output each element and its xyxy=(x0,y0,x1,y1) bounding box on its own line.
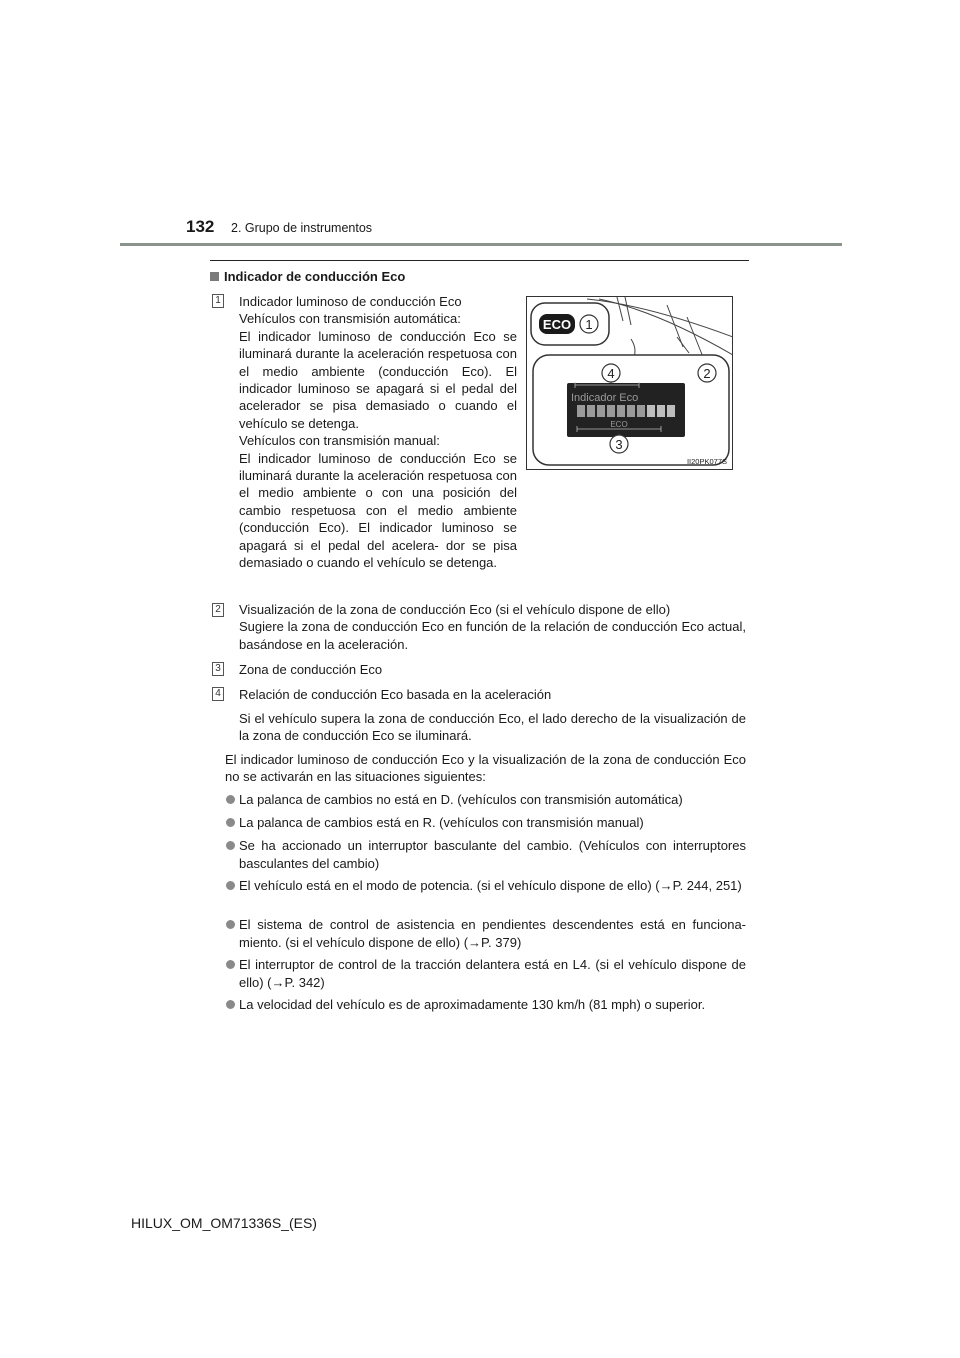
callout-1: 1 xyxy=(585,317,593,332)
display-label: Indicador Eco xyxy=(571,392,639,404)
item-1-line: Indicador luminoso de conducción Eco xyxy=(239,294,462,309)
callout-4: 4 xyxy=(607,366,615,381)
eco-badge-label: ECO xyxy=(542,317,572,332)
page-number: 132 xyxy=(186,217,215,236)
conditions-intro: El indicador luminoso de conducción Eco y la visualización de la zona de conducción Eco no se activarán en las situaciones siguientes: xyxy=(225,752,746,785)
list-item: El sistema de control de asistencia en pendientes descendentes está en funciona- miento. (si el vehículo dispone de ello) (→P. 379) xyxy=(239,916,746,951)
item-number-3: 3 xyxy=(212,662,224,676)
chapter-title: 2. Grupo de instrumentos xyxy=(231,221,373,235)
item-1-line: Vehículos con transmisión automática: xyxy=(239,311,461,327)
list-item: La palanca de cambios está en R. (vehículos con transmisión manual) xyxy=(239,814,746,832)
item-1-line: El indicador luminoso de conducción Eco se iluminará durante la aceleración respetuosa con el medio ambiente (conducción Eco). El indicador luminoso se apagará si el pedal del acelerador se pisa demasiado o cuando el vehículo se detenga. xyxy=(239,328,517,431)
item-1-text xyxy=(239,293,517,572)
bullet-dot-icon xyxy=(226,1000,235,1009)
item-4-line: Relación de conducción Eco basada en la aceleración xyxy=(239,687,552,702)
list-item: El vehículo está en el modo de potencia. (si el vehículo dispone de ello) (→P. 244, 251) xyxy=(239,877,746,895)
header-divider xyxy=(120,243,842,246)
item-3-text xyxy=(239,661,746,678)
item-4-note: Si el vehículo supera la zona de conducción Eco, el lado derecho de la visualización de la zona de conducción Eco se iluminará. xyxy=(239,711,746,744)
zone-label: ECO xyxy=(610,420,628,429)
callout-2: 2 xyxy=(703,366,711,381)
item-2-line: Sugiere la zona de conducción Eco en función de la relación de conducción Eco actual, basándose en la aceleración. xyxy=(239,619,746,652)
item-1-line: El indicador luminoso de conducción Eco se iluminará durante la aceleración respetuosa con el medio ambiente o con una posición del cambio respetuosa con el medio ambiente (conducción Eco). El indicador luminoso se apagará si el pedal del acelera- dor se pisa demasiado o cuando el vehículo se detenga. xyxy=(239,450,517,571)
item-2-text xyxy=(239,601,746,653)
bullet-dot-icon xyxy=(226,881,235,890)
item-4-text xyxy=(239,686,746,703)
list-item: La palanca de cambios no está en D. (vehículos con transmisión automática) xyxy=(239,791,746,809)
eco-figure-illustration xyxy=(527,297,733,470)
bullet-dot-icon xyxy=(226,841,235,850)
eco-indicator-figure xyxy=(526,296,733,470)
figure-code: II20PK077S xyxy=(686,457,727,466)
item-1-line: Vehículos con transmisión manual: xyxy=(239,433,440,449)
list-item: Se ha accionado un interruptor basculante del cambio. (Vehículos con interruptores basculantes del cambio) xyxy=(239,837,746,872)
item-3-line: Zona de conducción Eco xyxy=(239,662,383,677)
list-item: La velocidad del vehículo es de aproximadamente 130 km/h (81 mph) o superior. xyxy=(239,996,746,1014)
bullet-dot-icon xyxy=(226,960,235,969)
bullet-dot-icon xyxy=(226,920,235,929)
item-number-1: 1 xyxy=(212,294,224,308)
section-divider xyxy=(210,260,749,261)
section-title-text: Indicador de conducción Eco xyxy=(224,269,406,284)
bullet-dot-icon xyxy=(226,818,235,827)
footer-code: HILUX_OM_OM71336S_(ES) xyxy=(131,1215,317,1231)
bullet-dot-icon xyxy=(226,795,235,804)
list-item: El interruptor de control de la tracción delantera está en L4. (si el vehículo dispone de ello) (→P. 342) xyxy=(239,956,746,991)
square-bullet-icon xyxy=(210,272,219,281)
item-number-2: 2 xyxy=(212,603,224,617)
item-number-4: 4 xyxy=(212,687,224,701)
callout-3: 3 xyxy=(615,437,623,452)
item-2-line: Visualización de la zona de conducción Eco (si el vehículo dispone de ello) xyxy=(239,602,671,617)
section-title xyxy=(210,269,405,284)
